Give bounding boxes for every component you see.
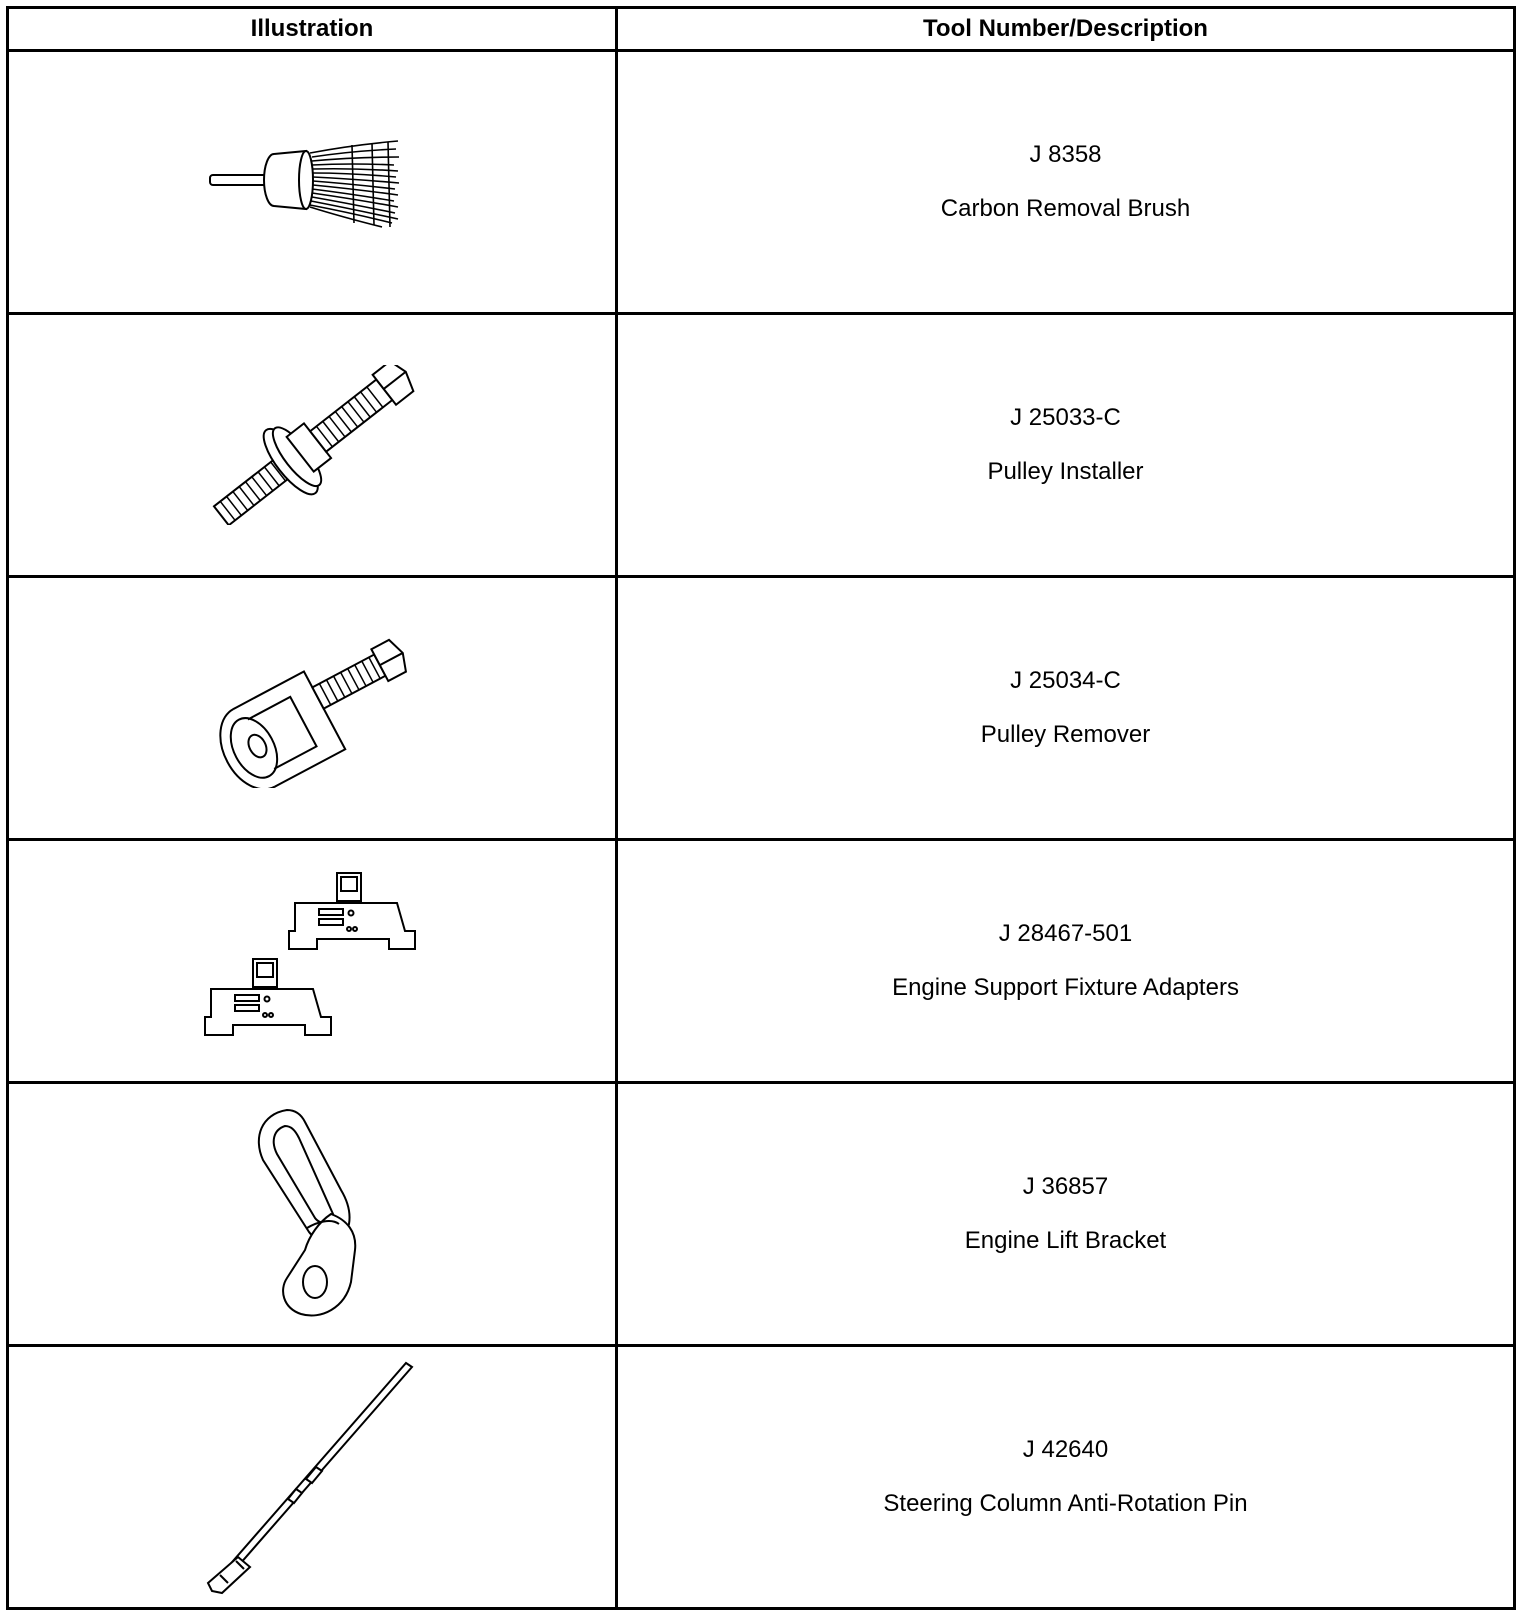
tool-number: J 25034-C	[1010, 667, 1121, 694]
illustration-cell	[8, 1346, 617, 1609]
table-row	[8, 51, 1515, 314]
tool-description-cell	[617, 840, 1515, 1083]
tool-description: Carbon Removal Brush	[940, 195, 1191, 222]
table-header-row	[8, 8, 1515, 51]
engine-lift-bracket-icon	[247, 1104, 377, 1324]
tool-description: Pulley Remover	[980, 721, 1151, 748]
tool-number: J 42640	[1022, 1436, 1109, 1463]
anti-rotation-pin-icon	[192, 1357, 432, 1597]
pulley-remover-icon	[202, 628, 422, 788]
table-row	[8, 1083, 1515, 1346]
table-row	[8, 314, 1515, 577]
tool-description: Steering Column Anti-Rotation Pin	[883, 1490, 1248, 1517]
illustration-cell	[8, 577, 617, 840]
tool-description-cell	[617, 577, 1515, 840]
tool-description-cell	[617, 51, 1515, 314]
special-tools-table	[6, 6, 1516, 1610]
illustration-cell	[8, 1083, 617, 1346]
tool-number: J 28467-501	[998, 920, 1133, 947]
tool-description-cell	[617, 314, 1515, 577]
illustration-header: Illustration	[8, 8, 617, 51]
tool-description-header: Tool Number/Description	[617, 8, 1515, 51]
carbon-removal-brush-icon	[202, 127, 422, 237]
engine-support-fixture-adapters-icon	[197, 871, 427, 1051]
illustration-cell	[8, 314, 617, 577]
tool-description-cell	[617, 1346, 1515, 1609]
tool-number: J 8358	[1029, 141, 1102, 168]
table-row	[8, 1346, 1515, 1609]
pulley-installer-icon	[197, 365, 427, 525]
illustration-cell	[8, 840, 617, 1083]
tool-description: Pulley Installer	[987, 458, 1144, 485]
tool-description: Engine Lift Bracket	[964, 1227, 1167, 1254]
tool-number: J 25033-C	[1010, 404, 1121, 431]
illustration-cell	[8, 51, 617, 314]
tool-number: J 36857	[1022, 1173, 1109, 1200]
table-row	[8, 577, 1515, 840]
tool-description: Engine Support Fixture Adapters	[892, 974, 1239, 1001]
table-row	[8, 840, 1515, 1083]
tool-description-cell	[617, 1083, 1515, 1346]
